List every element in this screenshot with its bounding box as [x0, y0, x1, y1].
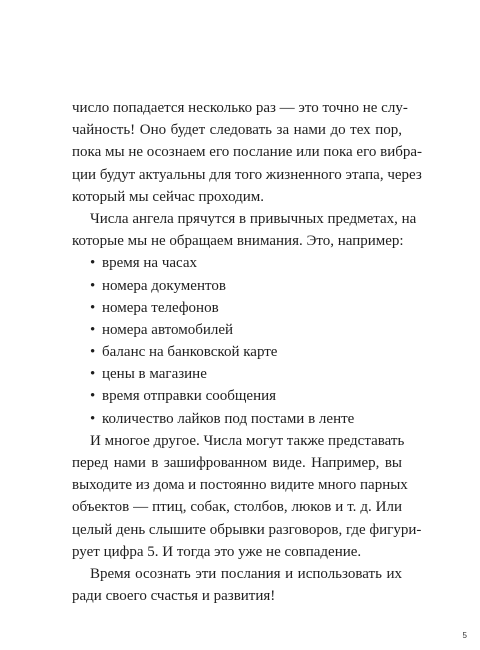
paragraph-2	[72, 208, 417, 252]
list-item	[72, 385, 402, 407]
paragraph-3	[72, 430, 422, 563]
text-line: чайность! Оно будет следовать за нами до тех пор,	[72, 122, 402, 139]
list-item-text: номера автомобилей	[102, 321, 234, 338]
list-item	[72, 408, 402, 430]
list-item-text: баланс на банковской карте	[102, 344, 278, 361]
text-line: пока мы не осознаем его послание или пока его вибра-	[72, 144, 423, 161]
list-item	[72, 275, 402, 297]
list-item-text: цены в магазине	[102, 366, 207, 383]
bullet-list	[72, 252, 402, 430]
list-item-text: время отправки сообщения	[102, 388, 277, 405]
list-item-text: номера документов	[102, 277, 226, 294]
bullet-mark: •	[90, 344, 96, 361]
list-item	[72, 252, 402, 274]
bullet-mark: •	[90, 366, 96, 383]
list-item	[72, 363, 402, 385]
bullet-mark: •	[90, 388, 96, 405]
bullet-mark: •	[90, 410, 96, 427]
bullet-mark: •	[90, 277, 96, 294]
text-line: рует цифра 5. И тогда это уже не совпадение.	[72, 543, 362, 560]
text-line: выходите из дома и постоянно видите много парных	[72, 477, 408, 494]
text-line: ции будут актуальны для того жизненного этапа, через	[72, 166, 422, 183]
list-item	[72, 297, 402, 319]
list-item-text: количество лайков под постами в ленте	[102, 410, 355, 427]
bullet-mark: •	[90, 321, 96, 338]
page-number: 5	[462, 631, 467, 640]
body-text	[72, 97, 423, 607]
list-item	[72, 341, 402, 363]
text-line: который мы сейчас проходим.	[72, 188, 265, 205]
text-line: Числа ангела прячутся в привычных предметах, на	[90, 210, 417, 227]
paragraph-4	[72, 563, 402, 607]
list-item-text: номера телефонов	[102, 299, 219, 316]
paragraph-1	[72, 97, 423, 208]
text-line: И многое другое. Числа могут также представать	[90, 432, 405, 449]
text-line: число попадается несколько раз — это точно не слу-	[72, 100, 408, 116]
text-line: ради своего счастья и развития!	[72, 588, 276, 605]
text-line: объектов — птиц, собак, столбов, люков и т. д. Или	[72, 499, 402, 516]
text-line: Время осознать эти послания и использовать их	[90, 565, 402, 582]
list-item-text: время на часах	[102, 255, 198, 272]
text-line: перед нами в зашифрованном виде. Например, вы	[72, 455, 402, 471]
text-line: целый день слышите обрывки разговоров, где фигури-	[72, 521, 422, 538]
bullet-mark: •	[90, 255, 96, 272]
list-item	[72, 319, 402, 341]
text-line: которые мы не обращаем внимания. Это, например:	[72, 233, 404, 250]
bullet-mark: •	[90, 299, 96, 316]
